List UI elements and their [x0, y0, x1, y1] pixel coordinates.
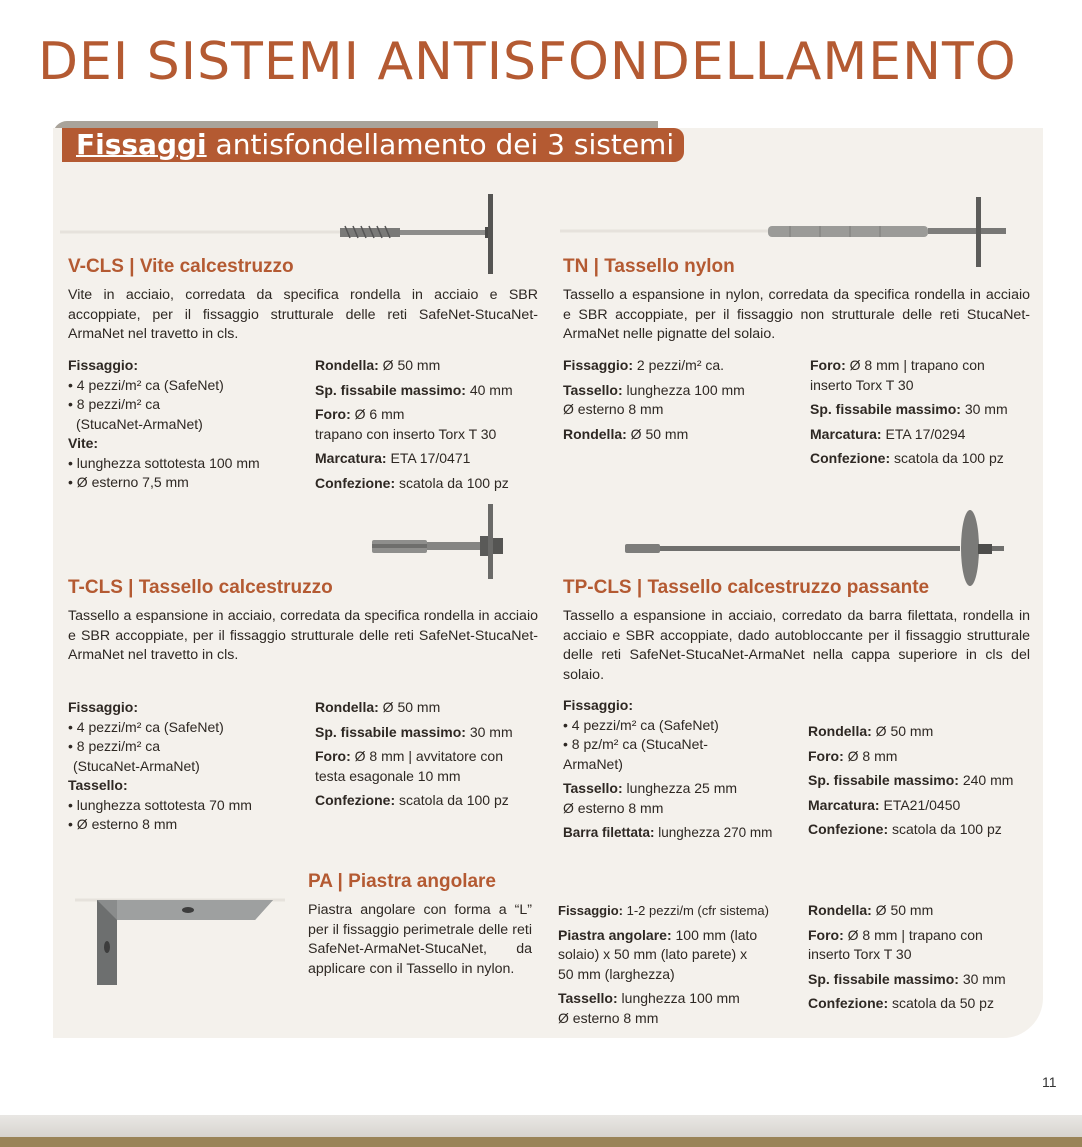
vcls-sp-key: Sp. fissabile massimo: [315, 381, 466, 398]
tcls-sp-key: Sp. fissabile massimo: [315, 723, 466, 740]
pa-foro-key: Foro: [808, 926, 844, 943]
tpcls-specs-left [563, 696, 803, 848]
tn-confezione-value: scatola da 100 pz [890, 450, 1004, 466]
tcls-title: T-CLS | Tassello calcestruzzo [68, 577, 333, 598]
section-banner [62, 128, 684, 162]
tpcls-foro-value: Ø 8 mm [843, 747, 898, 764]
pa-fissaggio-value: 1-2 pezzi/m (cfr sistema) [623, 903, 769, 918]
tn-sp-key: Sp. fissabile massimo: [810, 401, 961, 417]
tcls-fissaggio-label: Fissaggio: [68, 699, 139, 715]
vcls-fissaggio-label: Fissaggio: [68, 357, 139, 373]
tcls-tassello-label: Tassello: [68, 777, 128, 793]
pa-confezione-value: scatola da 50 pz [888, 995, 994, 1011]
tpcls-sp-key: Sp. fissabile massimo: [808, 772, 959, 788]
tn-title: TN | Tassello nylon [563, 256, 735, 277]
tcls-anchor-image [360, 500, 520, 580]
tpcls-f1: • 4 pezzi/m² ca (SafeNet) [563, 716, 719, 733]
tpcls-anchor-image [620, 505, 1020, 585]
vcls-f2: • 8 pezzi/m² ca [68, 396, 161, 412]
vcls-f1: • 4 pezzi/m² ca (SafeNet) [68, 376, 224, 393]
vcls-specs-right [315, 356, 550, 498]
page-title: DEI SISTEMI ANTISFONDELLAMENTO [38, 32, 1017, 92]
tpcls-f3: ArmaNet) [563, 755, 623, 772]
tpcls-barra-key: Barra filettata: [563, 825, 655, 840]
tpcls-tassello-value: lunghezza 25 mm [622, 780, 738, 796]
pa-specs-right [808, 901, 1033, 1019]
pa-specs-mid [558, 901, 798, 1033]
vcls-foro-key: Foro: [315, 406, 351, 422]
pa-tassello-key: Tassello: [558, 990, 618, 1006]
pa-title: PA | Piastra angolare [308, 871, 496, 892]
banner-bold: Fissaggi [76, 128, 207, 161]
pa-tassello-value-2: Ø esterno 8 mm [558, 1009, 659, 1026]
vcls-marcatura-value: ETA 17/0471 [386, 450, 471, 466]
tn-tassello-value-2: Ø esterno 8 mm [563, 401, 664, 417]
pa-sp-key: Sp. fissabile massimo: [808, 970, 959, 987]
tpcls-confezione-key: Confezione: [808, 821, 889, 837]
tn-confezione-key: Confezione: [810, 450, 891, 466]
tpcls-marcatura-value: ETA21/0450 [879, 796, 961, 813]
vcls-foro-value-2: trapano con inserto Torx T 30 [315, 425, 497, 442]
tcls-foro-key: Foro: [315, 748, 351, 764]
pa-bracket-image [75, 885, 285, 995]
tcls-description: Tassello a espansione in acciaio, corredata da specifica rondella in acciaio e SBR accoppiate, per il fissaggio strutturale delle reti SafeNet-StucaNet-ArmaNet nel travetto in cls. [68, 608, 538, 663]
tpcls-rondella-value: Ø 50 mm [871, 723, 934, 739]
tcls-f1: • 4 pezzi/m² ca (SafeNet) [68, 718, 224, 735]
tn-fissaggio-value: 2 pezzi/m² ca. [633, 357, 725, 373]
tcls-confezione-value: scatola da 100 pz [395, 792, 509, 808]
vcls-rondella-value: Ø 50 mm [378, 357, 441, 373]
tpcls-foro-key: Foro: [808, 747, 844, 764]
vcls-sp-value: 40 mm [465, 381, 513, 398]
footer-band [0, 1115, 1082, 1137]
tn-tassello-key: Tassello: [563, 381, 623, 398]
tpcls-marcatura-key: Marcatura: [808, 796, 880, 813]
vcls-f3: (StucaNet-ArmaNet) [76, 415, 203, 432]
page-number: 11 [1042, 1074, 1057, 1090]
tcls-foro-value: Ø 8 mm | avvitatore con [350, 748, 504, 764]
tcls-sp-value: 30 mm [465, 723, 513, 740]
vcls-v1: • lunghezza sottotesta 100 mm [68, 454, 260, 471]
pa-fissaggio-key: Fissaggio: [558, 903, 624, 918]
vcls-description: Vite in acciaio, corredata da specifica rondella in acciaio e SBR accoppiate, per il fissaggio strutturale delle reti SafeNet-StucaNet-ArmaNet nel travetto in cls. [68, 287, 538, 342]
product-tpcls [563, 577, 1030, 685]
tcls-foro-value-2: testa esagonale 10 mm [315, 767, 461, 784]
tcls-rondella-value: Ø 50 mm [378, 699, 441, 715]
pa-foro-value: Ø 8 mm | trapano con [843, 926, 983, 943]
tn-sp-value: 30 mm [960, 401, 1008, 417]
footer-strip [0, 1137, 1082, 1147]
vcls-vite-label: Vite: [68, 435, 99, 451]
tcls-specs-left [68, 698, 308, 835]
tpcls-tassello-key: Tassello: [563, 780, 623, 796]
tn-rondella-value: Ø 50 mm [626, 425, 689, 442]
tpcls-confezione-value: scatola da 100 pz [888, 821, 1002, 837]
tcls-rondella-key: Rondella: [315, 699, 379, 715]
tpcls-sp-value: 240 mm [958, 772, 1014, 788]
tpcls-rondella-key: Rondella: [808, 723, 872, 739]
tcls-f2: • 8 pezzi/m² ca [68, 738, 161, 754]
vcls-confezione-value: scatola da 100 pz [395, 474, 509, 491]
tn-marcatura-value: ETA 17/0294 [881, 425, 966, 442]
tcls-f3: (StucaNet-ArmaNet) [73, 757, 200, 774]
tcls-confezione-key: Confezione: [315, 792, 396, 808]
pa-sp-value: 30 mm [958, 970, 1006, 987]
pa-rondella-value: Ø 50 mm [871, 902, 934, 918]
tpcls-tassello-value-2: Ø esterno 8 mm [563, 799, 664, 816]
tpcls-f2: • 8 pz/m² ca (StucaNet- [563, 736, 708, 752]
product-tcls [68, 577, 538, 666]
pa-piastra-value: 100 mm (lato [671, 926, 758, 943]
tn-foro-value: Ø 8 mm | trapano con [845, 357, 985, 373]
vcls-title: V-CLS | Vite calcestruzzo [68, 256, 294, 277]
banner-rest: antisfondellamento dei 3 sistemi [206, 128, 675, 161]
pa-piastra-value-3: 50 mm (larghezza) [558, 965, 675, 982]
pa-tassello-value: lunghezza 100 mm [617, 990, 740, 1006]
vcls-v2: • Ø esterno 7,5 mm [68, 474, 189, 490]
pa-description: Piastra angolare con forma a “L” per il fissaggio perimetrale delle reti SafeNet-ArmaNet-StucaNet, da applicare con il Tassello in nylon. [308, 902, 532, 977]
vcls-rondella-key: Rondella: [315, 357, 379, 373]
tn-foro-value-2: inserto Torx T 30 [810, 376, 914, 393]
tpcls-title: TP-CLS | Tassello calcestruzzo passante [563, 577, 930, 598]
vcls-marcatura-key: Marcatura: [315, 450, 387, 466]
product-pa [308, 871, 532, 979]
tn-specs-right [810, 356, 1035, 474]
tpcls-barra-value: lunghezza 270 mm [654, 825, 773, 840]
pa-piastra-key: Piastra angolare: [558, 926, 672, 943]
tn-description: Tassello a espansione in nylon, corredata da specifica rondella in acciaio e SBR accoppiate, per il fissaggio non strutturale delle reti StucaNet-ArmaNet nelle pignatte del solaio. [563, 287, 1030, 342]
vcls-specs-left [68, 356, 308, 493]
product-tn [563, 256, 1030, 345]
tn-fissaggio-key: Fissaggio: [563, 357, 634, 373]
pa-piastra-value-2: solaio) x 50 mm (lato parete) x [558, 946, 748, 962]
tcls-specs-right [315, 698, 550, 816]
tcls-t1: • lunghezza sottotesta 70 mm [68, 796, 252, 813]
tn-rondella-key: Rondella: [563, 425, 627, 442]
tpcls-fissaggio-label: Fissaggio: [563, 697, 634, 713]
tcls-t2: • Ø esterno 8 mm [68, 816, 178, 832]
tpcls-specs-right [808, 722, 1038, 845]
vcls-foro-value: Ø 6 mm [350, 406, 405, 422]
product-vcls [68, 256, 538, 345]
pa-confezione-key: Confezione: [808, 995, 889, 1011]
tn-marcatura-key: Marcatura: [810, 425, 882, 442]
vcls-confezione-key: Confezione: [315, 474, 396, 491]
tpcls-description: Tassello a espansione in acciaio, corredato da barra filettata, rondella in acciaio e SBR accoppiate, dado autobloccante per il fissaggio strutturale delle reti SafeNet-StucaNet-ArmaNet nella cappa superiore in cls del solaio. [563, 608, 1030, 683]
tn-specs-left [563, 356, 803, 449]
tn-foro-key: Foro: [810, 357, 846, 373]
pa-foro-value-2: inserto Torx T 30 [808, 946, 912, 962]
tn-tassello-value: lunghezza 100 mm [622, 381, 745, 398]
pa-rondella-key: Rondella: [808, 902, 872, 918]
